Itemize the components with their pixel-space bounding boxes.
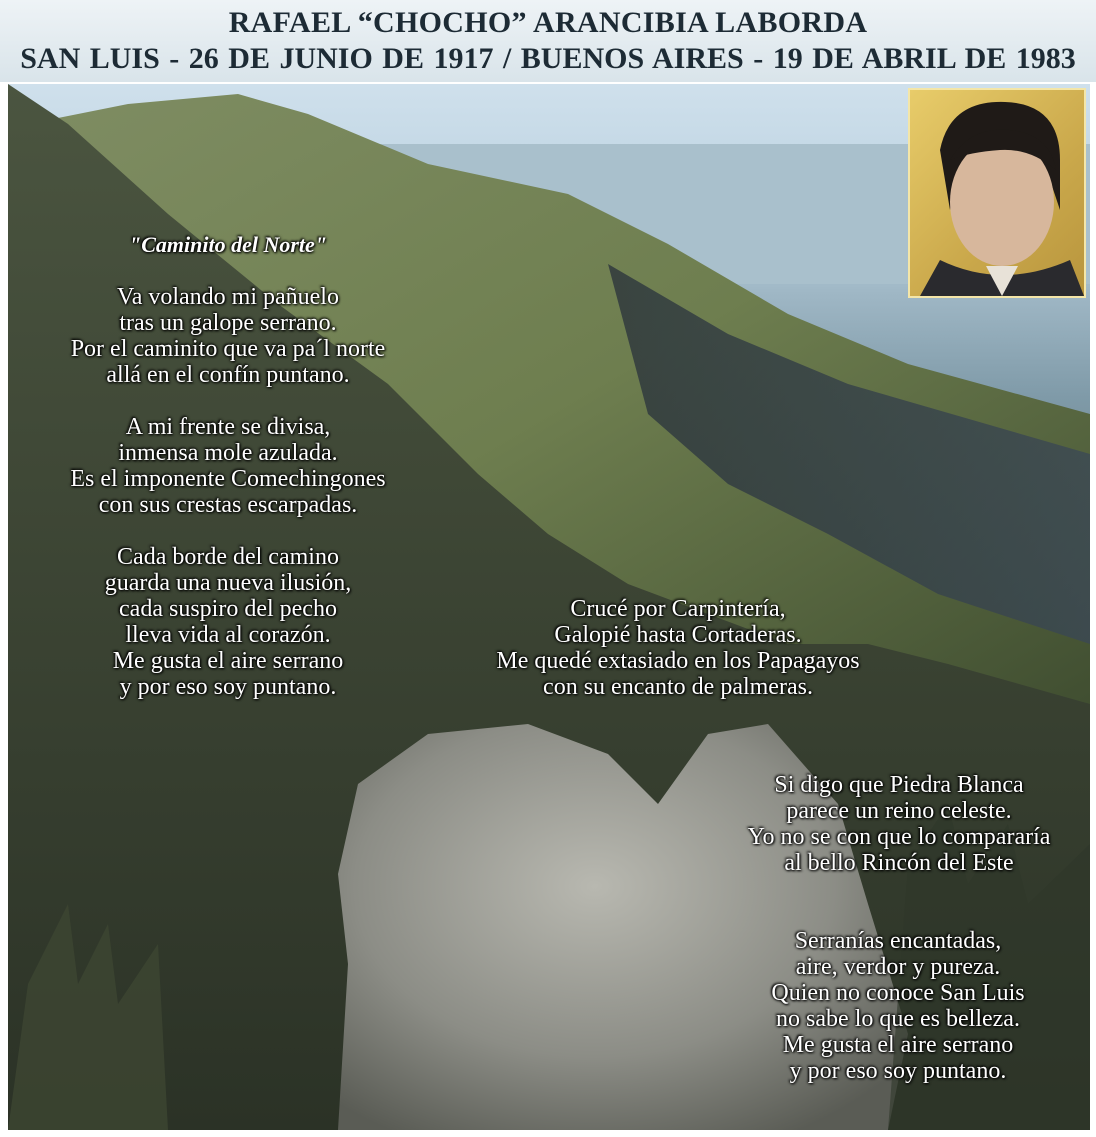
poem-line: con su encanto de palmeras. [543, 674, 813, 700]
poem-line: al bello Rincón del Este [784, 850, 1014, 876]
header-banner [0, 0, 1096, 82]
poem-line: Si digo que Piedra Blanca [774, 772, 1024, 798]
poet-portrait [908, 88, 1086, 298]
poem-line: no sabe lo que es belleza. [776, 1006, 1020, 1032]
stanza-4 [428, 596, 928, 700]
poem-line: lleva vida al corazón. [125, 622, 331, 648]
poem-line: Va volando mi pañuelo [117, 284, 339, 310]
poem-line: Serranías encantadas, [794, 928, 1002, 954]
poem-line: parece un reino celeste. [786, 798, 1012, 824]
poem-line: Me gusta el aire serrano [782, 1032, 1014, 1058]
stanza-5 [708, 772, 1090, 876]
poem-line: inmensa mole azulada. [118, 440, 338, 466]
poet-dates: SAN LUIS - 26 DE JUNIO DE 1917 / BUENOS AIRES - 19 DE ABRIL DE 1983 [20, 42, 1076, 75]
poem-line: Es el imponente Comechingones [70, 466, 386, 492]
poem-line: cada suspiro del pecho [119, 596, 337, 622]
poem-line: Galopié hasta Cortaderas. [554, 622, 802, 648]
poem-line: Crucé por Carpintería, [570, 596, 786, 622]
poet-name: RAFAEL “CHOCHO” ARANCIBIA LABORDA [228, 6, 868, 39]
poem-line: Me quedé extasiado en los Papagayos [496, 648, 860, 674]
poem-line: y por eso soy puntano. [789, 1058, 1007, 1084]
poem-line: Cada borde del camino [117, 544, 339, 570]
poem-line: aire, verdor y pureza. [795, 954, 1001, 980]
poem-left-column [8, 232, 448, 726]
poem-line: Quien no conoce San Luis [771, 980, 1025, 1006]
poem-line: Por el caminito que va pa´l norte [70, 336, 386, 362]
stanza-1 [8, 284, 448, 388]
poem-title: "Caminito del Norte" [129, 232, 327, 257]
stanza-3 [8, 544, 448, 700]
portrait-drawing [910, 90, 1084, 296]
poem-line: Yo no se con que lo compararía [747, 824, 1051, 850]
poem-line: Me gusta el aire serrano [112, 648, 344, 674]
poem-line: A mi frente se divisa, [125, 414, 331, 440]
poem-line: tras un galope serrano. [119, 310, 337, 336]
mountain-photo [8, 84, 1090, 1130]
poem-line: y por eso soy puntano. [119, 674, 337, 700]
stanza-6 [728, 928, 1068, 1084]
poem-line: con sus crestas escarpadas. [98, 492, 358, 518]
poem-line: allá en el confín puntano. [106, 362, 350, 388]
stanza-2 [8, 414, 448, 518]
poem-line: guarda una nueva ilusión, [104, 570, 352, 596]
